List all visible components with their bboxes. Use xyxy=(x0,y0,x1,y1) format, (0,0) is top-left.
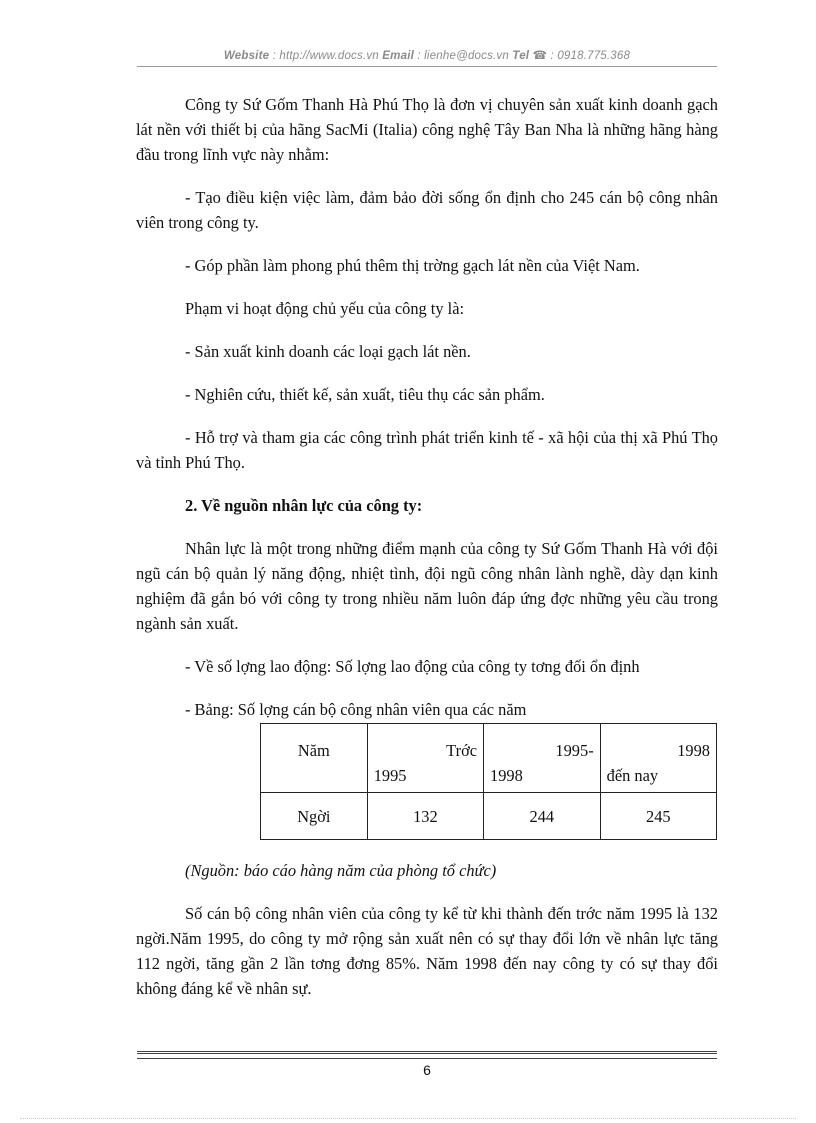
table-cell-value: 244 xyxy=(484,793,601,840)
page-number: 6 xyxy=(423,1062,431,1078)
staff-table xyxy=(260,723,717,840)
footer-divider-thin xyxy=(137,1058,717,1059)
paragraph-scope-1: - Sản xuất kinh doanh các loại gạch lát nền. xyxy=(185,342,471,361)
table-cell-people: Ngời xyxy=(261,793,368,840)
table-cell-value: 132 xyxy=(367,793,483,840)
tel-label: Tel xyxy=(512,50,530,62)
paragraph-intro: Công ty Sứ Gốm Thanh Hà Phú Thọ là đơn vị chuyên sản xuất kinh doanh gạch lát nền với thiết bị của hãng SacMi (Italia) công nghệ Tây Ban Nha là những hãng hàng đầu trong lĩnh vực này nhằm: xyxy=(136,95,718,164)
table-row xyxy=(261,724,717,793)
document-body xyxy=(136,92,718,1001)
table-header-1998-now: 1998 đến nay xyxy=(600,724,716,793)
email-value: : lienhe@docs.vn xyxy=(417,50,509,62)
table-header-before-1995: Trớc 1995 xyxy=(367,724,483,793)
website-value: : http://www.docs.vn xyxy=(272,50,379,62)
paragraph-goal-2: - Góp phần làm phong phú thêm thị trờng gạch lát nền của Việt Nam. xyxy=(185,256,640,275)
tel-value: : 0918.775.368 xyxy=(550,50,631,62)
table-header-1995-1998: 1995- 1998 xyxy=(484,724,601,793)
page-header xyxy=(137,48,717,62)
section-heading: 2. Về nguồn nhân lực của công ty: xyxy=(185,496,423,515)
email-label: Email xyxy=(382,50,414,62)
paragraph-labor-count: - Về số lợng lao động: Số lợng lao động của công ty tơng đối ổn định xyxy=(185,657,640,676)
paragraph-scope-2: - Nghiên cứu, thiết kế, sản xuất, tiêu thụ các sản phẩm. xyxy=(185,385,545,404)
table-caption: - Bảng: Số lợng cán bộ công nhân viên qua các năm xyxy=(185,700,527,719)
page-edge-dots xyxy=(20,1118,796,1119)
paragraph-goal-1: - Tạo điều kiện việc làm, đảm bảo đời sống ổn định cho 245 cán bộ công nhân viên trong công ty. xyxy=(136,188,718,232)
table-source: (Nguồn: báo cáo hàng năm của phòng tổ chức) xyxy=(185,861,497,880)
phone-icon: ☎ xyxy=(532,50,548,62)
paragraph-workforce: Nhân lực là một trong những điểm mạnh của công ty Sứ Gốm Thanh Hà với đội ngũ cán bộ quản lý năng động, nhiệt tình, đội ngũ công nhân lành nghề, dày dạn kinh nghiệm đã gắn bó với công ty trong nhiều năm luôn đáp ứng đợc những yêu cầu trong ngành sản xuất. xyxy=(136,539,718,633)
paragraph-scope: Phạm vi hoạt động chủ yếu của công ty là: xyxy=(185,299,465,318)
paragraph-staff-change: Số cán bộ công nhân viên của công ty kể từ khi thành đến trớc năm 1995 là 132 ngời.Năm 1995, do công ty mở rộng sản xuất nên có sự thay đổi lớn về nhân lực tăng 112 ngời, tăng gần 2 lần tơng đơng 85%. Năm 1998 đến nay công ty có sự thay đổi không đáng kể về nhân sự. xyxy=(136,904,718,998)
footer-divider xyxy=(137,1051,717,1057)
table-cell-value: 245 xyxy=(600,793,716,840)
table-row xyxy=(261,793,717,840)
header-divider xyxy=(137,66,717,67)
paragraph-scope-3: - Hỗ trợ và tham gia các công trình phát triển kinh tế - xã hội của thị xã Phú Thọ và tỉnh Phú Thọ. xyxy=(136,428,718,472)
website-label: Website xyxy=(223,50,270,62)
table-header-year: Năm xyxy=(261,724,368,793)
